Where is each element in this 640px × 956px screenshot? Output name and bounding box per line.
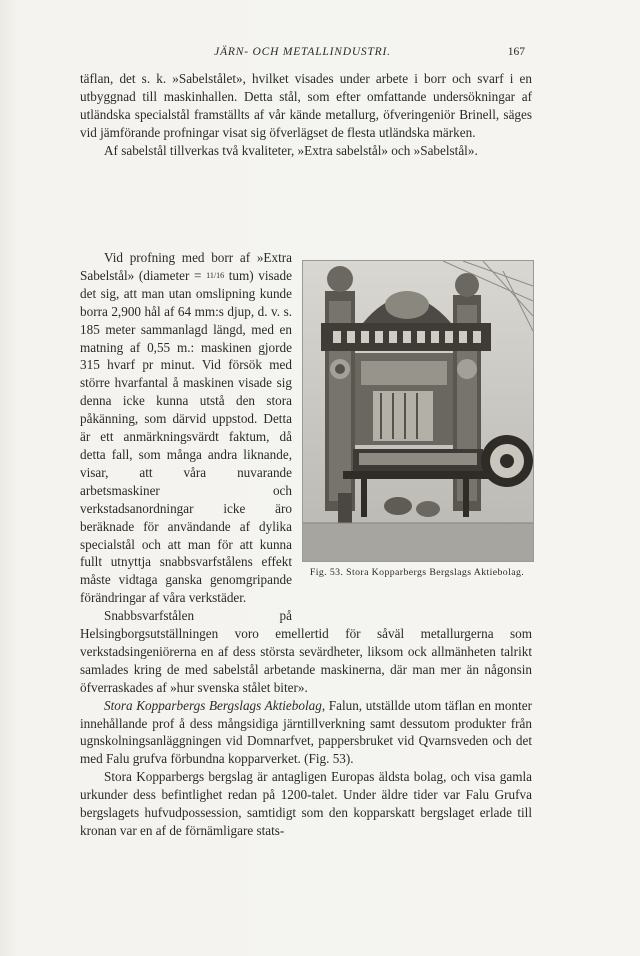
stora-text: , Falun, utställde utom täflan en monter innehållande prof å dess mångsidiga järntillverkning samt dessutom produkter från ugnskolningsanläggningen vid Domnarfvet, pappersbruket vid Qvarnsveden och det med Falu grufva förbundna kopparverket. (Fig. 53).	[80, 697, 532, 767]
paragraph-kvaliteter: Af sabelstål tillverkas två kvaliteter, »Extra sabelstål» och »Sabelstål».	[104, 142, 478, 158]
page-header	[80, 46, 525, 64]
exhibition-monter-illustration	[303, 261, 533, 561]
company-name: Stora Kopparbergs Bergslags Aktiebolag	[104, 697, 322, 713]
paragraph-bergslag-history: Stora Kopparbergs bergslag är antagligen Europas äldsta bolag, och visa gamla urkunder dess befintlighet redan på 1200-talet. Under äldre tider var Falu Grufva bergslagets hufvudpossession, samtidigt som den kopparskatt bergslaget erlade till kronan var en af de förnämligare stats-	[80, 769, 532, 838]
running-title: JÄRN- OCH METALLINDUSTRI.	[214, 46, 391, 58]
profning-text-before: Vid profning med borr af »Extra Sabelstål» (diameter =	[80, 250, 292, 283]
paragraph-sabelstalet: täflan, det s. k. »Sabelstålet», hvilket visades under arbete i borr och svarf i en utbyggnad till maskinhallen. Detta stål, som efter omfattande undersökningar af utländska specialstål framställts af vår kände metallurg, öfveringeniör Brinell, säges vid jämförande profningar visat sig öfverlägset de flesta utländska märken.	[80, 71, 532, 140]
paragraph-snabbsvarf: Snabbsvarfstålen på Helsingborgsutställningen voro emellertid för såväl metallurgerna som verkstadsingeniörerna en af dess största sevärdheter, liksom ock allmänheten talrikt samlades kring de med sabelstål arbetande maskinerna, där man mer än någonsin öfverraskades af »hur svenska stålet biter».	[80, 608, 532, 695]
profning-text-after: tum) visade det sig, att man utan omslipning kunde borra 2,900 hål af 64 mm:s djup, d. v. s. 185 meter sammanlagd längd, med en matning af 0,55 m.: maskinen gjorde 315 hvarf pr minut. Vid försök med större hvarfantal å maskinen visade sig denna icke kunna utstå den stora påkänning, som därvid uppstod. Detta är ett anmärkningsvärdt faktum, då detta fall, som många andra liknande, visar, att våra nuvarande arbetsmaskiner och verkstadsanordningar icke äro beräknade för användande af dylika specialstål och att man för att kunna fullt utnyttja snabbsvarfstålens effekt måste vidtaga ganska genomgripande förändringar af våra verkstäder.	[80, 267, 292, 606]
paragraph-stora-kopparberg	[80, 697, 532, 769]
page-number: 167	[507, 46, 525, 58]
figure-caption: Fig. 53. Stora Kopparbergs Bergslags Aktiebolag.	[309, 567, 525, 578]
diameter-fraction: 11/16	[206, 270, 225, 280]
top-text-block	[80, 70, 532, 160]
figure-53-photo	[302, 260, 534, 562]
